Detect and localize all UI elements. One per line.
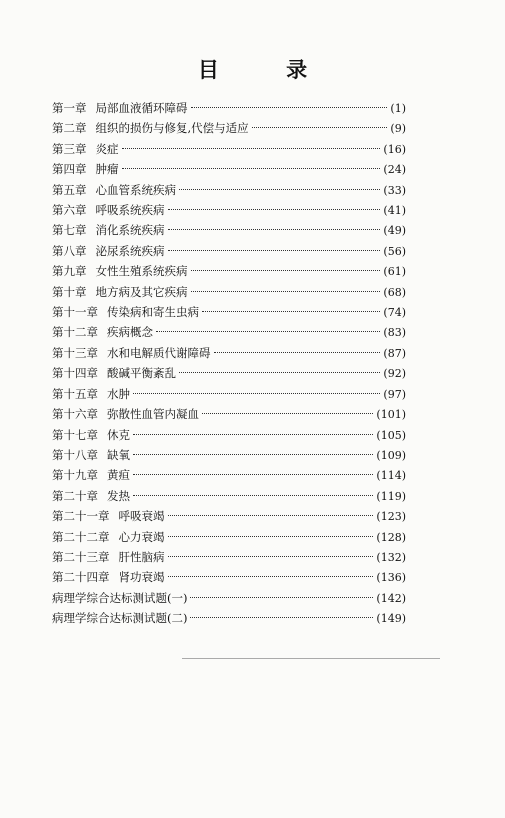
toc-entry (52, 567, 406, 587)
chapter-title: 肾功衰竭 (118, 570, 165, 585)
toc-entry (52, 302, 406, 322)
dot-leader (179, 372, 380, 373)
chapter-number: 第二十四章 (52, 570, 110, 585)
page-number: (97) (383, 387, 406, 401)
chapter-number: 第二十二章 (52, 529, 110, 544)
dot-leader (191, 291, 381, 292)
chapter-title: 病理学综合达标测试题(一) (52, 590, 188, 605)
page-number: (41) (383, 204, 406, 218)
dot-leader (190, 597, 373, 598)
page-number: (114) (376, 469, 406, 483)
chapter-number: 第五章 (52, 182, 87, 197)
chapter-title: 局部血液循环障碍 (95, 101, 188, 115)
chapter-title: 肝性脑病 (118, 549, 165, 564)
dot-leader (133, 474, 373, 475)
dot-leader (168, 250, 381, 251)
chapter-number: 第三章 (52, 141, 87, 156)
chapter-number: 第十二章 (52, 325, 98, 340)
page-number: (1) (390, 102, 406, 115)
page-number: (142) (376, 591, 406, 605)
toc-entry (52, 608, 406, 628)
dot-leader (122, 148, 381, 149)
toc-entry (52, 465, 406, 485)
dot-leader (133, 434, 373, 435)
page-number: (101) (376, 408, 406, 422)
toc-entry (52, 404, 406, 424)
chapter-number: 第一章 (52, 101, 87, 115)
dot-leader (133, 495, 373, 496)
chapter-title: 泌尿系统疾病 (95, 243, 165, 258)
chapter-number: 第二章 (52, 121, 87, 136)
dot-leader (252, 127, 388, 128)
chapter-title: 发热 (107, 488, 130, 503)
page-number: (68) (383, 285, 406, 299)
chapter-title: 休克 (107, 427, 130, 442)
chapter-title: 心力衰竭 (118, 529, 165, 544)
toc-entry (52, 343, 406, 363)
toc-entry (52, 261, 406, 281)
dot-leader (191, 107, 388, 108)
chapter-title: 病理学综合达标测试题(二) (52, 611, 188, 626)
chapter-title: 炎症 (95, 141, 119, 156)
page-number: (132) (376, 550, 406, 564)
dot-leader (168, 576, 374, 577)
toc-entry (52, 363, 406, 383)
page-number: (109) (376, 448, 406, 462)
toc-entry (52, 547, 406, 567)
toc-entry (52, 384, 406, 404)
dot-leader (168, 556, 374, 557)
chapter-number: 第十九章 (52, 468, 98, 483)
toc-entry (52, 241, 406, 261)
page-number: (9) (390, 122, 406, 136)
chapter-title: 疾病概念 (107, 325, 153, 340)
page-number: (16) (383, 142, 406, 156)
dot-leader (190, 617, 373, 618)
page-number: (105) (376, 428, 406, 442)
chapter-number: 第四章 (52, 162, 87, 177)
chapter-number: 第十五章 (52, 386, 98, 401)
toc-entry (52, 220, 406, 240)
page-number: (149) (376, 612, 406, 626)
chapter-number: 第六章 (52, 203, 87, 218)
chapter-title: 女性生殖系统疾病 (95, 264, 188, 279)
toc-entry (52, 322, 406, 342)
page-number: (61) (383, 265, 406, 279)
chapter-number: 第十六章 (52, 407, 98, 422)
chapter-title: 呼吸衰竭 (118, 509, 165, 524)
chapter-title: 弥散性血管内凝血 (107, 407, 199, 422)
chapter-title: 酸碱平衡紊乱 (107, 366, 176, 381)
chapter-number: 第十章 (52, 284, 87, 299)
chapter-title: 心血管系统疾病 (95, 182, 176, 197)
toc-entry (52, 425, 406, 445)
toc-entry (52, 180, 406, 200)
toc-entry (52, 486, 406, 506)
dot-leader (133, 454, 373, 455)
dot-leader (168, 536, 374, 537)
toc-entry (52, 282, 406, 302)
dot-leader (168, 515, 374, 516)
toc-entry (52, 139, 406, 159)
chapter-number: 第九章 (52, 264, 87, 279)
dot-leader (122, 168, 381, 169)
toc-entry (52, 98, 406, 118)
chapter-number: 第二十一章 (52, 509, 110, 524)
chapter-number: 第八章 (52, 243, 87, 258)
chapter-title: 组织的损伤与修复,代偿与适应 (95, 121, 249, 136)
toc-entry (52, 506, 406, 526)
toc-entry (52, 159, 406, 179)
dot-leader (202, 413, 373, 414)
chapter-title: 缺氧 (107, 447, 130, 462)
dot-leader (214, 352, 381, 353)
page-number: (24) (383, 163, 406, 177)
chapter-number: 第二十三章 (52, 549, 110, 564)
toc-entry (52, 118, 406, 138)
dot-leader (191, 270, 381, 271)
chapter-number: 第七章 (52, 223, 87, 238)
page-number: (123) (376, 510, 406, 524)
page-number: (92) (383, 367, 406, 381)
page-number: (87) (383, 346, 406, 360)
page-number: (74) (383, 306, 406, 320)
chapter-number: 第十七章 (52, 427, 98, 442)
chapter-number: 第二十章 (52, 488, 98, 503)
toc-entry (52, 527, 406, 547)
table-of-contents (52, 98, 406, 629)
page-number: (83) (383, 326, 406, 340)
toc-entry (52, 200, 406, 220)
dot-leader (168, 229, 381, 230)
chapter-number: 第十一章 (52, 305, 98, 320)
page-number: (128) (376, 530, 406, 544)
page-number: (136) (376, 571, 406, 585)
page-number: (56) (383, 244, 406, 258)
toc-entry (52, 445, 406, 465)
chapter-title: 水肿 (107, 386, 130, 401)
chapter-title: 消化系统疾病 (95, 223, 165, 238)
chapter-title: 传染病和寄生虫病 (107, 305, 199, 320)
chapter-title: 地方病及其它疾病 (95, 284, 188, 299)
chapter-title: 黄疸 (107, 468, 130, 483)
chapter-number: 第十三章 (52, 345, 98, 360)
chapter-title: 呼吸系统疾病 (95, 203, 165, 218)
dot-leader (202, 311, 380, 312)
dot-leader (179, 189, 380, 190)
page-number: (119) (376, 489, 406, 503)
page-number: (49) (383, 224, 406, 238)
toc-entry (52, 588, 406, 608)
dot-leader (133, 393, 380, 394)
chapter-number: 第十八章 (52, 447, 98, 462)
chapter-number: 第十四章 (52, 366, 98, 381)
dot-leader (156, 331, 380, 332)
dot-leader (168, 209, 381, 210)
footer-rule (182, 658, 440, 659)
page-title: 目 录 (197, 58, 338, 82)
chapter-title: 水和电解质代谢障碍 (107, 345, 211, 360)
chapter-title: 肿瘤 (95, 162, 119, 177)
page-number: (33) (383, 183, 406, 197)
